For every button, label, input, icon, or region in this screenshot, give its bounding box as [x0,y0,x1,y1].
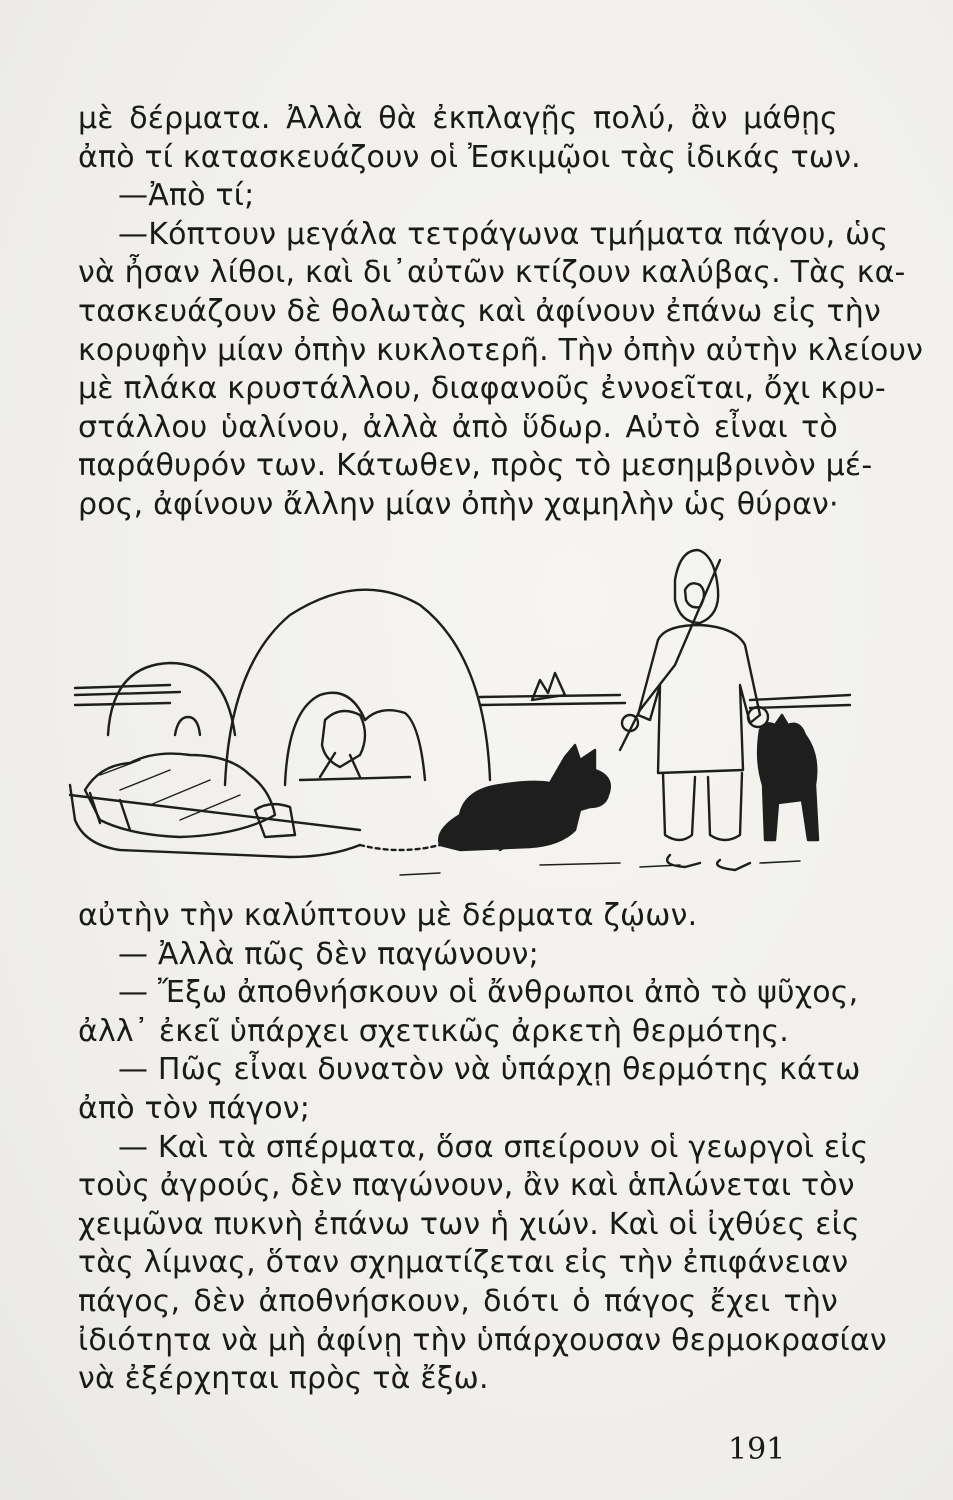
text-line: ρος, ἀφίνουν ἄλλην μίαν ὀπὴν χαμηλὴν ὡς θύραν· [78,486,839,522]
text-line: — Καὶ τὰ σπέρματα, ὅσα σπείρουν οἱ γεωργοὶ εἰς [118,1129,869,1165]
text-line: — Ἔξω ἀποθνήσκουν οἱ ἄνθρωποι ἀπὸ τὸ ψῦχος, [118,975,859,1011]
text-line: τὰς λίμνας, ὅταν σχηματίζεται εἰς τὴν ἐπιφάνειαν [78,1245,849,1281]
page-number: 191 [728,1432,786,1467]
bottom-paragraph [78,897,887,1399]
text-line: νὰ ἦσαν λίθοι, καὶ δι᾽αὐτῶν κτίζουν καλύβας. Τὰς κα- [78,255,906,291]
text-line: πάγος, δὲν ἀποθνήσκουν, διότι ὁ πάγος ἔχει τὴν [78,1283,838,1319]
small-igloo-icon [108,663,235,735]
text-line: τασκευάζουν δὲ θολωτὰς καὶ ἀφίνουν ἐπάνω εἰς τὴν [78,293,881,329]
eskimo-figure-icon [620,550,768,870]
sled-icon [70,754,360,857]
text-line: ἀπὸ τὸν πάγον; [78,1090,311,1126]
text-line: αὐτὴν τὴν καλύπτουν μὲ δέρματα ζῴων. [78,898,698,933]
text-line: ἀλλ᾽ ἐκεῖ ὑπάρχει σχετικῶς ἀρκετὴ θερμότης. [78,1013,790,1049]
text-line: ἀπὸ τί κατασκευάζουν οἱ Ἐσκιμῷοι τὰς ἰδικάς των. [78,139,861,175]
text-line: κορυφὴν μίαν ὀπὴν κυκλοτερῆ. Τὴν ὀπὴν αὐτὴν κλείουν [78,332,924,368]
text-line: — Ἀλλὰ πῶς δὲν παγώνουν; [118,936,539,972]
text-line: τοὺς ἀγρούς, δὲν παγώνουν, ἂν καὶ ἁπλώνεται τὸν [78,1168,855,1204]
text-line: —Κόπτουν μεγάλα τετράγωνα τμήματα πάγου, ὡς [118,216,889,252]
text-line: στάλλου ὑαλίνου, ἀλλὰ ἀπὸ ὕδωρ. Αὐτὸ εἶναι τὸ [78,409,838,445]
text-line: μὲ πλάκα κρυστάλλου, διαφανοῦς ἐννοεῖται, ὄχι κρυ- [78,371,886,407]
text-line: χειμῶνα πυκνὴ ἐπάνω των ἡ χιών. Καὶ οἱ ἰχθύες εἰς [78,1206,860,1242]
text-line: ἰδιότητα νὰ μὴ ἀφίνῃ τὴν ὑπάρχουσαν θερμοκρασίαν [78,1322,887,1358]
sled-dog-icon [439,745,610,850]
text-line: —Ἀπὸ τί; [118,178,255,214]
text-line: — Πῶς εἶναι δυνατὸν νὰ ὑπάρχῃ θερμότης κάτω [118,1052,861,1088]
eskimo-igloo-sled-dogs-illustration [60,545,860,890]
text-line: μὲ δέρματα. Ἀλλὰ θὰ ἐκπλαγῇς πολύ, ἂν μάθῃς [78,101,838,136]
dog-icon [758,715,818,840]
top-paragraph [78,100,924,525]
text-line: νὰ ἐξέρχηται πρὸς τὰ ἔξω. [78,1361,489,1397]
text-line: παράθυρόν των. Κάτωθεν, πρὸς τὸ μεσημβρινὸν μέ- [78,448,873,484]
